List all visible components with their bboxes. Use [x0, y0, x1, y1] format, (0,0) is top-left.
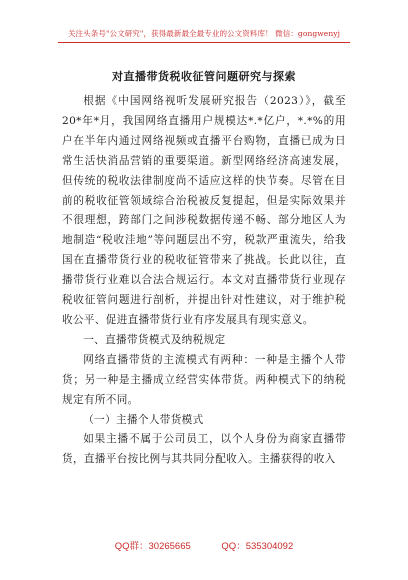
footer-qq: QQ：535304092: [221, 541, 294, 552]
footer-contact: [0, 538, 408, 552]
subsection-1-paragraph: 如果主播不属于公司员工，以个人身份为商家直播带货，直播平台按比例与其共同分配收入。主播获得的收入: [62, 433, 346, 466]
header-divider: [58, 42, 350, 43]
document-title: 对直播带货税收征管问题研究与探索: [112, 70, 296, 83]
section-1-paragraph: 网络直播带货的主流模式有两种：一种是主播个人带货；另一种是主播成立经营实体带货。两种模式下的纳税规定有所不同。: [62, 353, 346, 406]
subsection-heading-1: （一）主播个人带货模式: [83, 413, 204, 426]
section-heading-1: 一、直播带货模式及纳税规定: [83, 333, 226, 346]
header-banner: 关注头条号"公文研究"，获得最新最全最专业的公文资料库！ 微信：gongwenyj: [67, 29, 341, 38]
footer-qq-group: QQ群：30265665: [114, 541, 191, 552]
document-body: [62, 92, 346, 470]
intro-paragraph: 根据《中国网络视听发展研究报告（2023）》，截至20*年*月，我国网络直播用户规模达*.*亿户，*.*%的用户在半年内通过网络视频或直播平台购物，直播已成为日常生活快消品营销的重要渠道。新型网络经济高速发展，但传统的税收法律制度尚不适应这样的快节奏。尽管在目前的税收征管领域综合治税被反复提起，但是实际效果并不很理想，跨部门之间涉税数据传递不畅、部分地区人为地制造“税收洼地”等问题层出不穷，税款严重流失，给我国在直播带货行业的税收征管带来了挑战。长此以往，直播带货行业难以合法合规运行。本文对直播带货行业现存税收征管问题进行剖析，并提出针对性建议，对于维护税收公平、促进直播带货行业有序发展具有现实意义。: [62, 95, 346, 326]
